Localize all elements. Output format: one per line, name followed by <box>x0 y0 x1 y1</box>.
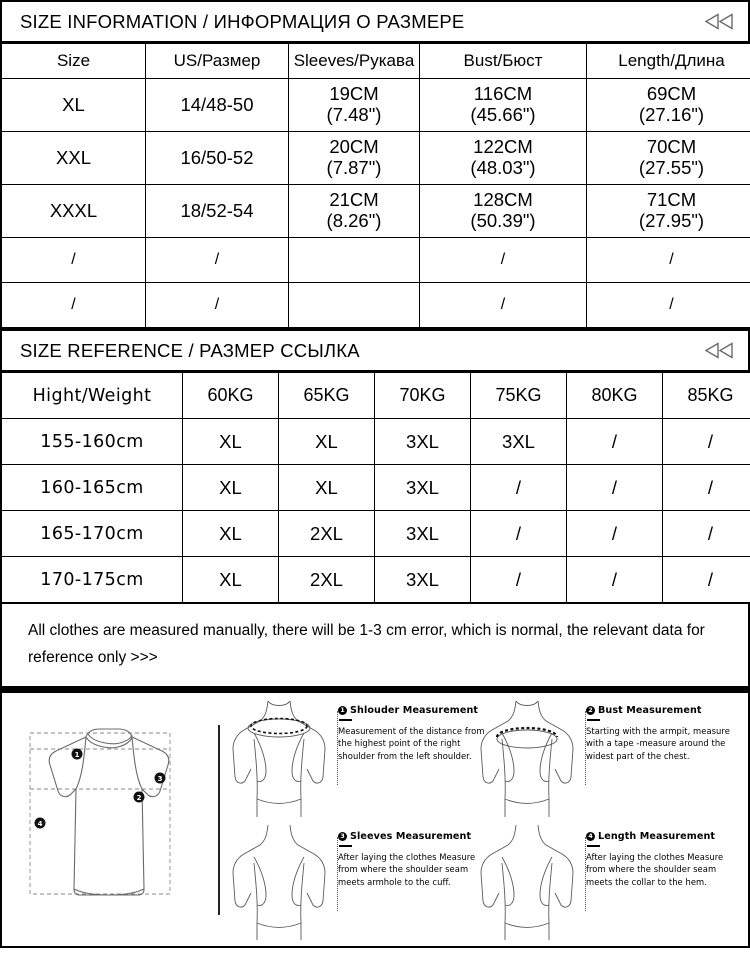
guide-title-bust <box>586 705 736 716</box>
size-information-table <box>0 43 750 329</box>
cell-sleeves <box>289 283 420 329</box>
cell-size-85kg: / <box>663 511 750 557</box>
guide-item-length <box>472 823 736 947</box>
cell-length <box>587 185 750 238</box>
cell-size: / <box>1 238 146 283</box>
svg-text:2: 2 <box>137 794 142 802</box>
guide-body-length: After laying the clothes Measure from where the shoulder seam meets the collar to the hem. <box>586 851 736 888</box>
cell-size-85kg: / <box>663 419 750 465</box>
cell-bust <box>420 132 587 185</box>
cell-size: XL <box>1 79 146 132</box>
cell-size-75kg: / <box>471 557 567 604</box>
cell-size-75kg: / <box>471 511 567 557</box>
cell-size-60kg: XL <box>183 419 279 465</box>
cell-bust <box>420 79 587 132</box>
table-row <box>1 465 750 511</box>
cell-size-85kg: / <box>663 557 750 604</box>
cell-sleeves <box>289 185 420 238</box>
cell-length-cm: 70CM <box>587 137 750 158</box>
cell-us: / <box>146 238 289 283</box>
cell-us: / <box>146 283 289 329</box>
guide-body-bust: Starting with the armpit, measure with a tape -measure around the widest part of the chest. <box>586 725 736 762</box>
guide-title-shoulder <box>338 705 488 716</box>
table-header-row <box>1 44 750 79</box>
cell-length-cm: 69CM <box>587 84 750 105</box>
cell-length-cm: 71CM <box>587 190 750 211</box>
cell-height-range: 165-170cm <box>1 511 183 557</box>
cell-size-70kg: 3XL <box>375 419 471 465</box>
cell-size-80kg: / <box>567 511 663 557</box>
column-header-75kg: 75KG <box>471 373 567 419</box>
cell-us: 14/48-50 <box>146 79 289 132</box>
cell-size-70kg: 3XL <box>375 511 471 557</box>
cell-bust-cm: 128CM <box>420 190 586 211</box>
cell-sleeves-inch: (7.87") <box>289 158 419 179</box>
disclaimer-text: All clothes are measured manually, there will be 1-3 cm error, which is normal, the relevant data for reference only >>> <box>28 617 726 671</box>
cell-length-inch: (27.95") <box>587 211 750 232</box>
size-information-title: SIZE INFORMATION / ИНФОРМАЦИЯ О РАЗМЕРЕ <box>20 11 464 33</box>
cell-sleeves <box>289 79 420 132</box>
cell-size-80kg: / <box>567 419 663 465</box>
column-header-sleeves: Sleeves/Рукава <box>289 44 420 79</box>
cell-bust-inch: (48.03") <box>420 158 586 179</box>
cell-size-70kg: 3XL <box>375 557 471 604</box>
table-row <box>1 419 750 465</box>
cell-height-range: 155-160cm <box>1 419 183 465</box>
torso-sleeves-figure <box>224 823 334 940</box>
guide-body-shoulder: Measurement of the distance from the highest point of the right shoulder from the left shoulder. <box>338 725 488 762</box>
torso-length-figure <box>472 823 582 940</box>
table-row <box>1 557 750 604</box>
dotted-separator <box>337 837 338 911</box>
vertical-divider <box>218 725 220 915</box>
cell-bust-inch: (45.66") <box>420 105 586 126</box>
guide-number: 3 <box>338 832 347 841</box>
size-reference-title: SIZE REFERENCE / РАЗМЕР ССЫЛКА <box>20 340 360 362</box>
cell-length <box>587 79 750 132</box>
cell-us: 18/52-54 <box>146 185 289 238</box>
cell-sleeves <box>289 238 420 283</box>
cell-bust-cm: 116CM <box>420 84 586 105</box>
cell-bust: / <box>420 238 587 283</box>
guide-number: 1 <box>338 706 347 715</box>
guide-item-shoulder <box>224 697 488 821</box>
torso-bust-figure <box>472 697 582 817</box>
cell-size-70kg: 3XL <box>375 465 471 511</box>
guide-body-sleeves: After laying the clothes Measure from where the shoulder seam meets armhole to the cuff. <box>338 851 488 888</box>
table-row-empty <box>1 238 750 283</box>
measurement-guide-section <box>0 693 750 948</box>
cell-size-75kg: / <box>471 465 567 511</box>
guide-text-shoulder <box>334 697 488 762</box>
svg-text:1: 1 <box>75 751 80 759</box>
guide-text-sleeves <box>334 823 488 888</box>
cell-length <box>587 132 750 185</box>
cell-sleeves <box>289 132 420 185</box>
guide-text-length <box>582 823 736 888</box>
rewind-icon[interactable] <box>704 13 734 30</box>
torso-shoulder-figure <box>224 697 334 817</box>
measurement-disclaimer <box>0 604 750 688</box>
cell-size-60kg: XL <box>183 465 279 511</box>
guide-number: 2 <box>586 706 595 715</box>
guide-rule <box>339 845 352 847</box>
table-row <box>1 132 750 185</box>
cell-us: 16/50-52 <box>146 132 289 185</box>
cell-height-range: 170-175cm <box>1 557 183 604</box>
cell-length-inch: (27.55") <box>587 158 750 179</box>
size-reference-header <box>0 329 750 372</box>
guide-number: 4 <box>586 832 595 841</box>
cell-bust <box>420 185 587 238</box>
guide-rule <box>339 719 352 721</box>
cell-sleeves-cm: 21CM <box>289 190 419 211</box>
column-header-70kg: 70KG <box>375 373 471 419</box>
cell-sleeves-inch: (8.26") <box>289 211 419 232</box>
guide-title-length <box>586 831 736 842</box>
cell-height-range: 160-165cm <box>1 465 183 511</box>
column-header-length: Length/Длина <box>587 44 750 79</box>
guide-title-text: Sleeves Measurement <box>350 831 471 842</box>
column-header-60kg: 60KG <box>183 373 279 419</box>
guide-item-bust <box>472 697 736 821</box>
guide-title-text: Bust Measurement <box>598 705 702 716</box>
guide-rule <box>587 719 600 721</box>
svg-text:3: 3 <box>158 775 163 783</box>
guide-title-text: Shlouder Measurement <box>350 705 478 716</box>
cell-size-60kg: XL <box>183 557 279 604</box>
guide-rule <box>587 845 600 847</box>
dotted-separator <box>337 711 338 785</box>
column-header-size: Size <box>1 44 146 79</box>
cell-sleeves-cm: 20CM <box>289 137 419 158</box>
cell-sleeves-inch: (7.48") <box>289 105 419 126</box>
svg-text:4: 4 <box>38 820 43 828</box>
cell-bust-cm: 122CM <box>420 137 586 158</box>
dotted-separator <box>585 837 586 911</box>
dotted-separator <box>585 711 586 785</box>
cell-bust-inch: (50.39") <box>420 211 586 232</box>
tshirt-diagram <box>2 693 214 946</box>
column-header-65kg: 65KG <box>279 373 375 419</box>
cell-size: / <box>1 283 146 329</box>
cell-size: XXXL <box>1 185 146 238</box>
cell-size-80kg: / <box>567 465 663 511</box>
cell-size-60kg: XL <box>183 511 279 557</box>
cell-size-65kg: XL <box>279 419 375 465</box>
guide-item-sleeves <box>224 823 488 947</box>
column-header-80kg: 80KG <box>567 373 663 419</box>
column-header-us: US/Размер <box>146 44 289 79</box>
size-information-header <box>0 0 750 43</box>
measurement-guide-grid <box>224 693 748 946</box>
cell-size-75kg: 3XL <box>471 419 567 465</box>
guide-title-sleeves <box>338 831 488 842</box>
cell-size-65kg: 2XL <box>279 511 375 557</box>
cell-size-85kg: / <box>663 465 750 511</box>
column-header-85kg: 85KG <box>663 373 750 419</box>
table-header-row <box>1 373 750 419</box>
cell-length-inch: (27.16") <box>587 105 750 126</box>
column-header-bust: Bust/Бюст <box>420 44 587 79</box>
cell-size-80kg: / <box>567 557 663 604</box>
cell-size: XXL <box>1 132 146 185</box>
cell-bust: / <box>420 283 587 329</box>
cell-length: / <box>587 283 750 329</box>
guide-title-text: Length Measurement <box>598 831 715 842</box>
cell-length: / <box>587 238 750 283</box>
table-row-empty <box>1 283 750 329</box>
table-row <box>1 79 750 132</box>
table-row <box>1 511 750 557</box>
cell-size-65kg: XL <box>279 465 375 511</box>
cell-size-65kg: 2XL <box>279 557 375 604</box>
rewind-icon[interactable] <box>704 342 734 359</box>
cell-sleeves-cm: 19CM <box>289 84 419 105</box>
table-row <box>1 185 750 238</box>
column-header-height-weight: Hight/Weight <box>1 373 183 419</box>
guide-text-bust <box>582 697 736 762</box>
size-reference-table <box>0 372 750 604</box>
